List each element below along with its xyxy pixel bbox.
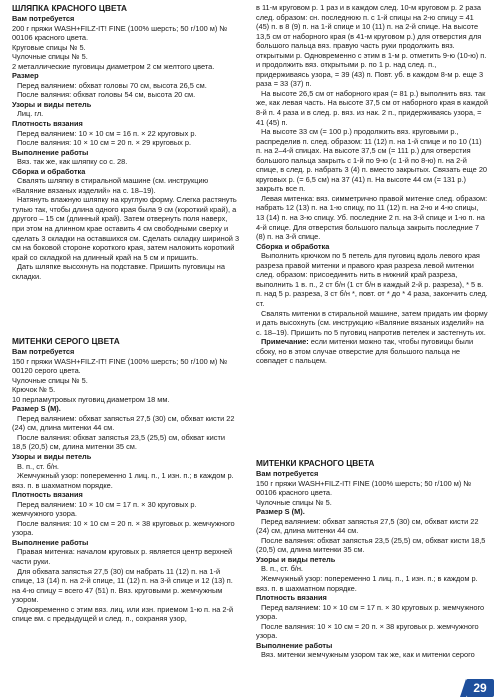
grey-patterns-heading: Узоры и виды петель — [12, 452, 92, 462]
grey-materials-text: 150 г пряжи WASH+FILZ-IT! FINE (100% шерсть; 50 г/100 м) № 00120 серого цвета. — [12, 356, 228, 376]
hat-assembly-1: Свалять шляпку в стиральной машине (см. инструкцию «Валяние вязаных изделий» на с. 18–19). — [12, 176, 209, 195]
hat-materials-text: 200 г пряжи WASH+FILZ-IT! FINE (100% шерсть; 50 г/100 м) № 00106 красного цвета. — [12, 23, 228, 43]
red-mittens-title: МИТЕНКИ КРАСНОГО ЦВЕТА — [256, 458, 375, 468]
red-gauge-before: Перед валянием: 10 × 10 см = 17 п. × 30 круговых р. жемчужного узора. — [256, 602, 485, 622]
grey-work-heading: Выполнение работы — [12, 537, 89, 547]
red-mittens-section — [256, 458, 488, 660]
red-patterns-1: В. п., ст. б/н. — [261, 564, 303, 574]
red-size-after: После валяния: обхват запястья 23,5 (25,5) см, обхват кисти 18,5 (20,5) см, длина митенки 35 см. — [256, 535, 486, 555]
hat-patterns-heading: Узоры и виды петель — [12, 99, 92, 109]
hat-size-heading: Размер — [12, 71, 39, 81]
red-needles: Чулочные спицы № 5. — [256, 497, 332, 507]
hat-section — [12, 3, 240, 281]
col2-paragraph-3: На высоте 33 см (= 100 р.) продолжить вяз. круговыми р., распределив п. след. образом: 11 (12) п. на 1-й спице и по 10 (11) п. на 2–4-й спицах. На высоте 37,5 см (= 111 р.) для отверстия большого пальца закрыть с 1-й по 9-ю (с 1-й по 8-ю) п. на 2-й спице, в след. р. набрать 3 (4) п. вместо закрытых. Связать еще 20 круговых р. (= 6,5 см) на 37 (41) п. На высоте 44 см (= 131 р.) закрыть все п. — [256, 127, 488, 194]
col2-paragraph-4: Левая митенка: вяз. симметрично правой митенке след. образом: набрать 12 (13) п. на 1-ю спицу, по 11 (12) п. на 2-ю и 4-ю спицы, 13 (14) п. на 3-ю спицу. Уб. последние 2 п. на 3-й спице и 1-ю п. на 4-й спице. Для отверстия большого пальца закрыть последние 7 (8) п. на 3-й спице. — [256, 193, 488, 242]
red-materials-text: 150 г пряжи WASH+FILZ-IT! FINE (100% шерсть; 50 г/100 м) № 00106 красного цвета. — [256, 478, 472, 498]
hat-needles-1: Круговые спицы № 5. — [12, 42, 86, 52]
page-number-badge: 29 — [466, 679, 494, 697]
grey-mittens-section — [12, 336, 240, 624]
hat-size-before: Перед валянием: обхват головы 70 см, высота 26,5 см. — [17, 80, 207, 90]
grey-mittens-title: МИТЕНКИ СЕРОГО ЦВЕТА — [12, 336, 120, 346]
grey-materials-heading: Вам потребуется — [12, 347, 75, 356]
hat-assembly-2: Натянуть влажную шляпку на круглую форму. Слегка растянуть тулью так, чтобы длина одного края была 9 см (короткий край), а другого – 15 см (длинный край). Затем отвернуть поля наверх, при этом на длинном крае оставить 4 см свободными сверху и сделать 3 складки на оставшихся см. Сделать складку шириной 3 см на боковой стороне короткого края, затем наложить короткий край со складкой на длинный край на 5 см и пришить. — [12, 195, 240, 262]
grey-gauge-before: Перед валянием: 10 × 10 см = 17 п. × 30 круговых р. жемчужного узора. — [12, 499, 197, 519]
hat-assembly-heading: Сборка и обработка — [12, 166, 86, 176]
hat-title: ШЛЯПКА КРАСНОГО ЦВЕТА — [12, 3, 128, 13]
grey-gauge-heading: Плотность вязания — [12, 490, 83, 500]
hat-size-after: После валяния: обхват головы 54 см, высота 20 см. — [17, 90, 196, 100]
note-text: если митенки можно так, чтобы пуговицы были сбоку, но в этом случае отверстие для большого пальца не совпадет с пальцем. — [256, 337, 474, 366]
hat-gauge-before: Перед валянием: 10 × 10 см = 16 п. × 22 круговых р. — [17, 128, 197, 138]
grey-size-heading: Размер S (M). — [12, 404, 61, 414]
col2-paragraph-5: Выполнить крючком по 5 петель для пуговиц вдоль левого края разреза правой митенки и правого края разреза левой митенки след. образом: присоединить нить в нижний край разреза, выполнить 1 в. п., 2 ст б/н (1 ст б/н в каждый 2-й р. разреза), * 5 в. п. над 5 р. разреза, 3 ст б/н *, повт. от * до * 4 раза, закончить след. ст. — [256, 251, 488, 308]
red-patterns-heading: Узоры и виды петель — [256, 554, 336, 564]
grey-needles: Чулочные спицы № 5. — [12, 375, 88, 385]
col2-paragraph-2: На высоте 26,5 см от наборного края (= 81 р.) выполнить вяз. так же, как левая часть. На высоте 37,5 см от наборного края в каждой 8-й п. 4 раза и в след. р. вяз. из нак. 2 п., придерживаясь узора, = 41 (45) п. — [256, 88, 488, 127]
red-gauge-heading: Плотность вязания — [256, 593, 327, 603]
note-label: Примечание: — [261, 337, 309, 347]
hat-patterns-text: Лиц. гл. — [17, 109, 44, 119]
grey-buttons: 10 перламутровых пуговиц диаметром 18 мм. — [12, 394, 170, 404]
grey-patterns-1: В. п., ст. б/н. — [17, 461, 59, 471]
red-work-text: Вяз. митенки жемчужным узором так же, как и митенки серого — [261, 650, 475, 660]
col2-paragraph-6: Свалять митенки в стиральной машине, затем придать им форму и дать высохнуть (см. инструкцию «Валяние вязаных изделий» на с. 18–19). Пришить по 5 пуговиц напротив петелек и застегнуть их. — [256, 308, 488, 337]
grey-work-1: Правая митенка: началом круговых р. является центр верхней части руки. — [12, 547, 233, 567]
grey-size-after: После валяния: обхват запястья 23,5 (25,5) см, обхват кисти 18,5 (20,5) см, длина митенки 35 см. — [12, 432, 225, 452]
hat-work-text: Вяз. так же, как шляпку со с. 28. — [17, 157, 128, 167]
grey-work-2: Для обхвата запястья 27,5 (30) см набрать 11 (12) п. на 1-й спице, 13 (14) п. на 2-й спице, 11 (12) п. на 3-й спице и 12 (13) п. на 4-ю спицу = всего 47 (51) п. Вяз. круговыми р. жемчужным узором. — [12, 566, 233, 605]
red-size-heading: Размер S (M). — [256, 507, 305, 517]
red-patterns-2: Жемчужный узор: попеременно 1 лиц. п., 1 изн. п.; в каждом р. вяз. п. в шахматном порядке. — [256, 574, 478, 593]
col2-assembly-heading: Сборка и обработка — [256, 241, 330, 251]
hat-buttons: 2 металлические пуговицы диаметром 2 см желтого цвета. — [12, 61, 215, 71]
col2-paragraph-1: в 11-м круговом р. 1 раз и в каждом след. 10-м круговом р. 2 раза след. образом: сн. последнюю п. с 1-й спицы на 2-ю спицу = 41 (45) п. в 8 (9) п. на 1-й спице и 10 (11) п. на 2-й спице. На высоте 13,5 см от наборного края (в 41-м круговом р.) для отверстия для большого пальца вяз. правую часть руки продолжить вяз. открытыми р. Одновременно с этим в 1-м р. отметить 9-ю (10-ю) п. и продолжить вяз. открытыми р. по 1 р. над след. п., придерживаясь узора, = 39 (43) п. Повт. уб. в каждом 8-м р. еще 3 раза = 33 (37) п. — [256, 3, 487, 89]
red-size-before: Перед валянием: обхват запястья 27,5 (30) см, обхват кисти 22 (24) см, длина митенки 44 см. — [256, 516, 479, 536]
hat-needles-2: Чулочные спицы № 5. — [12, 52, 88, 62]
red-materials-heading: Вам потребуется — [256, 469, 319, 478]
hat-work-heading: Выполнение работы — [12, 147, 89, 157]
grey-gauge-after: После валяния: 10 × 10 см = 20 п. × 38 круговых р. жемчужного узора. — [12, 518, 235, 538]
hat-assembly-3: Дать шляпке высохнуть на подставке. Пришить пуговицы на складки. — [12, 262, 225, 281]
hat-materials-heading: Вам потребуется — [12, 14, 75, 23]
grey-mittens-continued — [256, 3, 488, 366]
hat-gauge-after: После валяния: 10 × 10 см = 20 п. × 29 круговых р. — [17, 138, 192, 148]
col2-note — [256, 337, 488, 366]
red-work-heading: Выполнение работы — [256, 640, 333, 650]
grey-hook: Крючок № 5. — [12, 385, 56, 395]
grey-patterns-2: Жемчужный узор: попеременно 1 лиц. п., 1 изн. п.; в каждом р. вяз. п. в шахматном порядке. — [12, 471, 234, 490]
grey-size-before: Перед валянием: обхват запястья 27,5 (30) см, обхват кисти 22 (24) см, длина митенки 44 см. — [12, 413, 235, 433]
grey-work-3: Одновременно с этим вяз. лиц. или изн. приемом 1-ю п. на 2-й спице вм. с предыдущей и след. п., сохраняя узор, — [12, 604, 234, 624]
red-gauge-after: После валяния: 10 × 10 см = 20 п. × 38 круговых р. жемчужного узора. — [256, 621, 479, 641]
hat-gauge-heading: Плотность вязания — [12, 119, 83, 129]
